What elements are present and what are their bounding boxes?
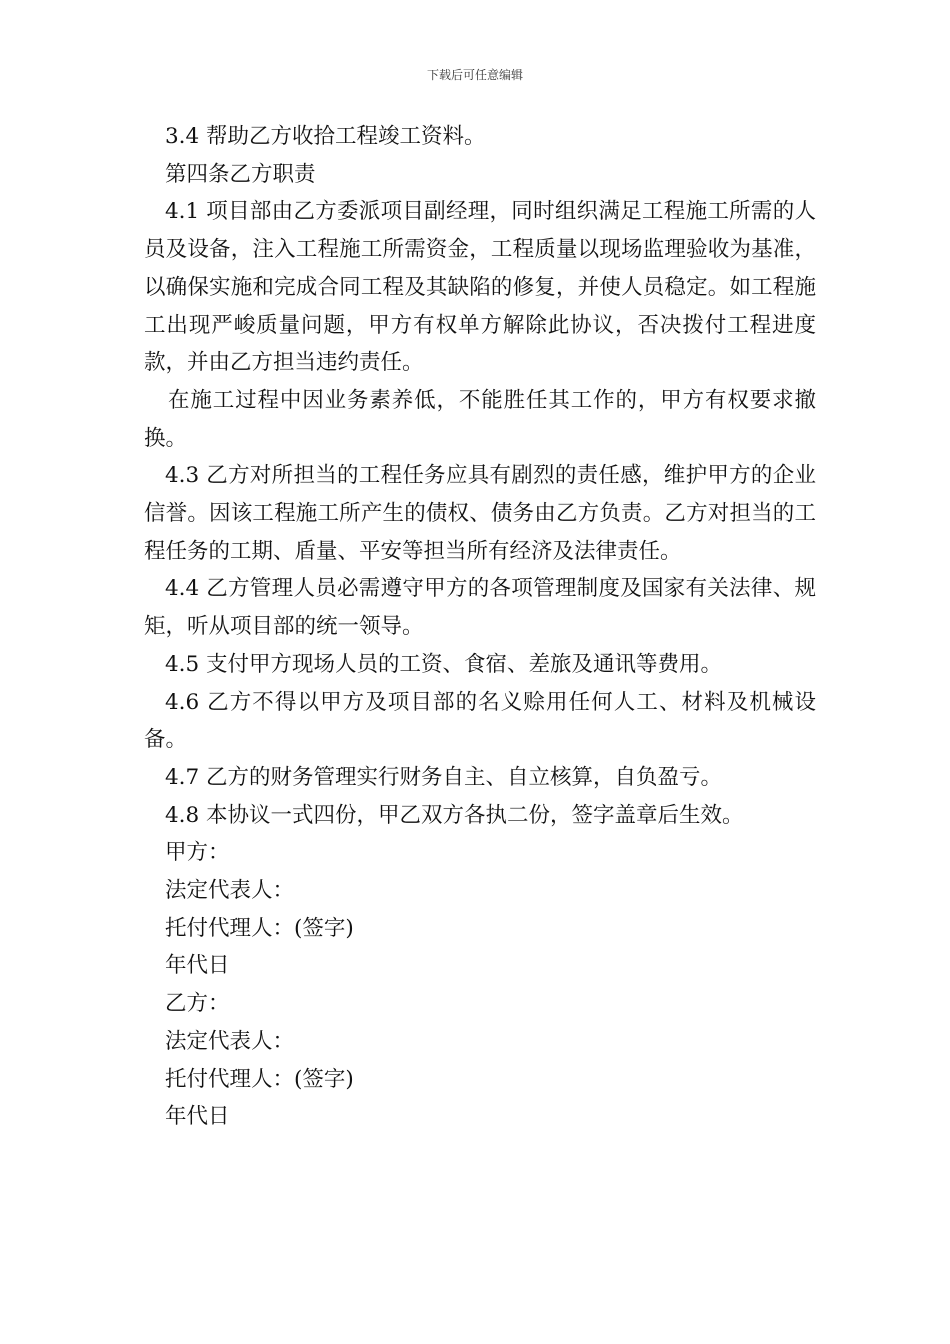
paragraph-4-3: 4.3 乙方对所担当的工程任务应具有剧烈的责任感，维护甲方的企业信誉。因该工程施工所产生的债权、债务由乙方负责。乙方对担当的工程任务的工期、盾量、平安等担当所有经济及法律责任。 [144,463,816,564]
paragraph-replacement: 在施工过程中因业务素养低，不能胜任其工作的，甲方有权要求撤换。 [144,387,816,451]
document-body [144,118,816,1136]
paragraph-3-4: 3.4 帮助乙方收拾工程竣工资料。 [165,124,486,149]
party-a-agent: 托付代理人：(签字) [165,915,354,941]
paragraph-4-4: 4.4 乙方管理人员必需遵守甲方的各项管理制度及国家有关法律、规矩，听从项目部的统一领导。 [144,576,816,640]
party-a-date: 年代日 [165,953,230,979]
party-a-legal-rep: 法定代表人： [165,878,295,904]
party-b-date: 年代日 [165,1104,230,1130]
party-b-label: 乙方： [165,991,230,1017]
paragraph-4-7: 4.7 乙方的财务管理实行财务自主、自立核算，自负盈亏。 [165,764,723,790]
paragraph-4-6: 4.6 乙方不得以甲方及项目部的名义赊用任何人工、材料及机械设备。 [144,689,816,753]
paragraph-4-8: 4.8 本协议一式四份，甲乙双方各执二份，签字盖章后生效。 [165,802,744,828]
party-a-label: 甲方： [165,840,230,866]
party-b-legal-rep: 法定代表人： [165,1028,295,1054]
party-b-agent: 托付代理人：(签字) [165,1066,354,1092]
paragraph-4-5: 4.5 支付甲方现场人员的工资、食宿、差旅及通讯等费用。 [165,651,723,677]
section-heading-article-4: 第四条乙方职责 [165,161,316,187]
page-header: 下载后可任意编辑 [426,68,523,82]
paragraph-4-1: 4.1 项目部由乙方委派项目副经理，同时组织满足工程施工所需的人员及设备，注入工程施工所需资金，工程质量以现场监理验收为基准，以确保实施和完成合同工程及其缺陷的修复，并使人员稳定。如工程施工出现严峻质量问题，甲方有权单方解除此协议，否决拨付工程进度款，并由乙方担当违约责任。 [144,199,816,376]
